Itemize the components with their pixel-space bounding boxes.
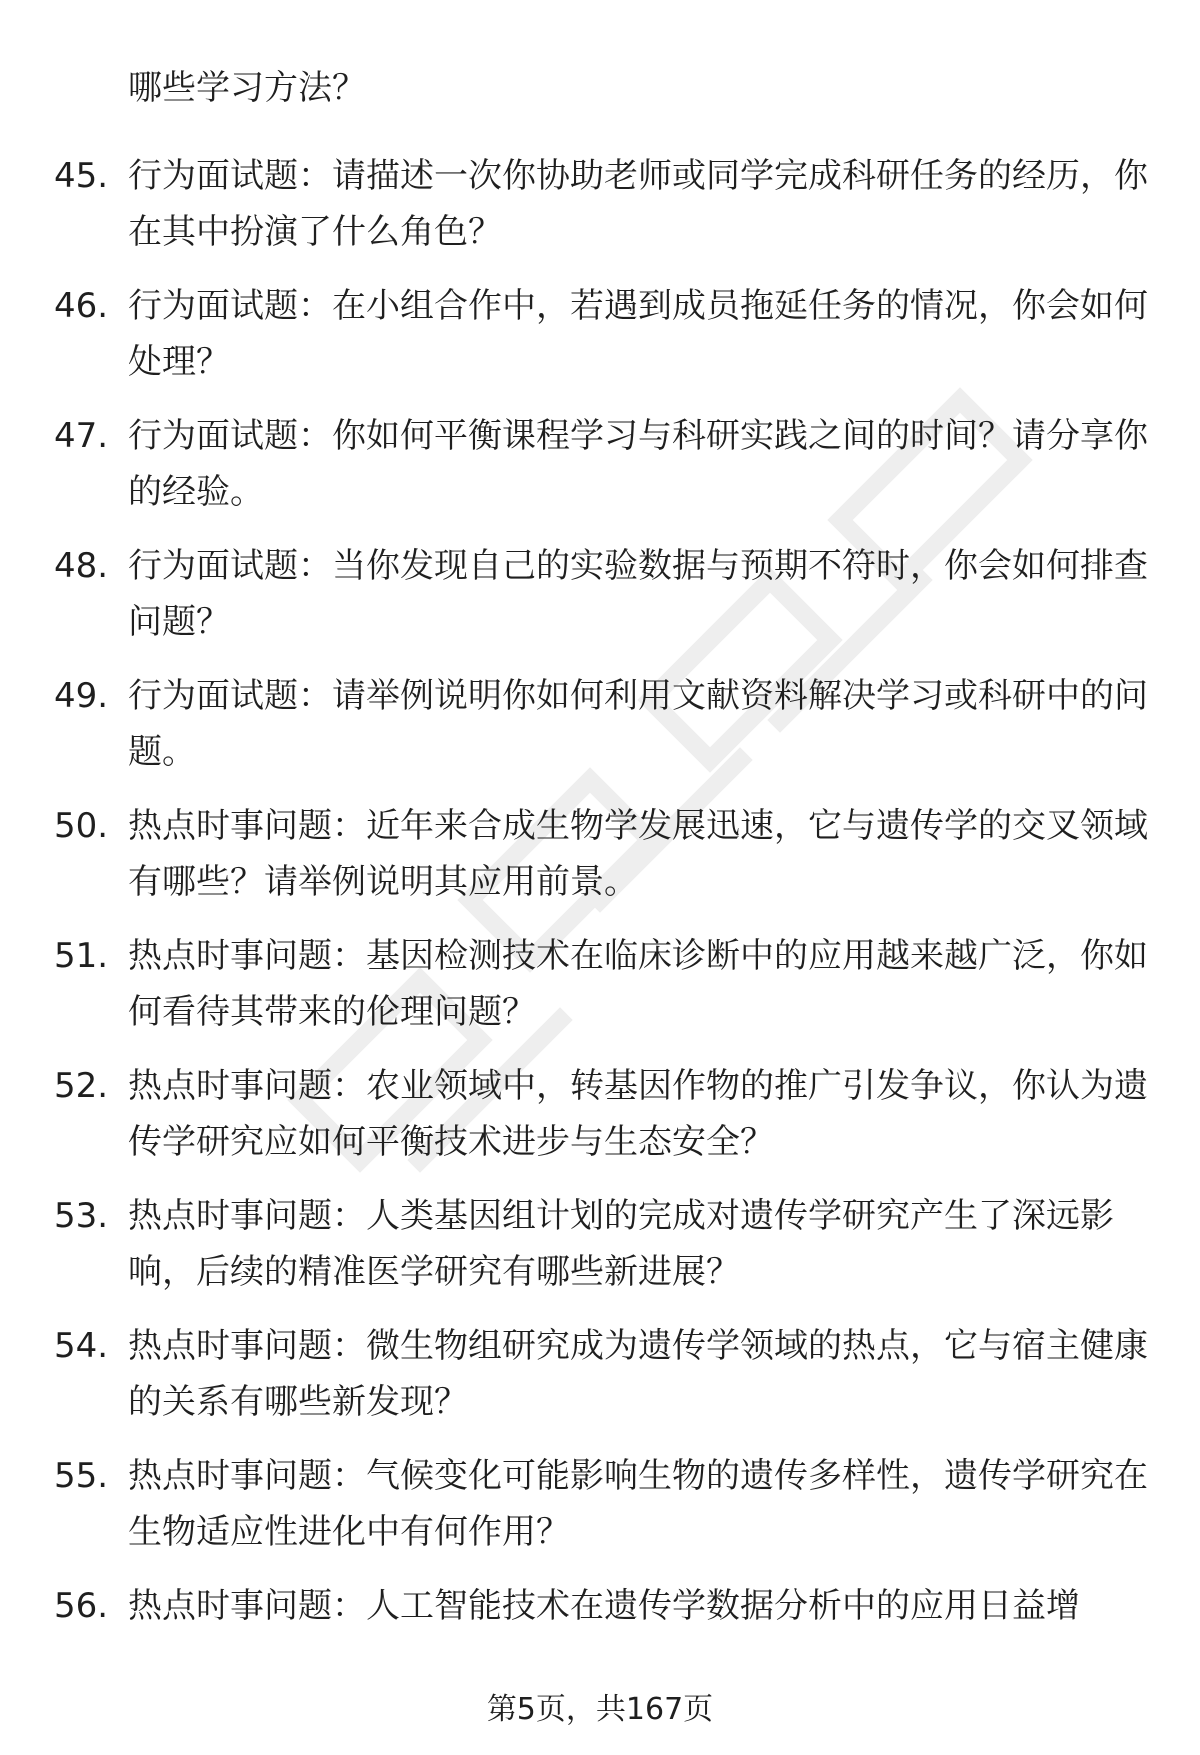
question-number: 52.	[54, 1066, 109, 1106]
question-item-56	[0, 1578, 1200, 1708]
question-text: 行为面试题：在小组合作中，若遇到成员拖延任务的情况，你会如何处理？	[128, 286, 1148, 382]
continuation-text: 哪些学习方法？	[128, 68, 366, 108]
question-number: 51.	[54, 936, 109, 976]
question-item-55	[0, 1448, 1200, 1578]
question-text: 热点时事问题：人工智能技术在遗传学数据分析中的应用日益增	[128, 1586, 1080, 1626]
question-text: 热点时事问题：人类基因组计划的完成对遗传学研究产生了深远影响，后续的精准医学研究有哪些新进展？	[128, 1196, 1114, 1292]
question-text: 热点时事问题：农业领域中，转基因作物的推广引发争议，你认为遗传学研究应如何平衡技术进步与生态安全？	[128, 1066, 1148, 1162]
question-item-49	[0, 668, 1200, 798]
question-number: 47.	[54, 416, 109, 456]
question-item-46	[0, 278, 1200, 408]
question-number: 45.	[54, 156, 109, 196]
question-text: 行为面试题：请举例说明你如何利用文献资料解决学习或科研中的问题。	[128, 676, 1148, 772]
question-item-47	[0, 408, 1200, 538]
question-text: 热点时事问题：微生物组研究成为遗传学领域的热点，它与宿主健康的关系有哪些新发现？	[128, 1326, 1148, 1422]
question-number: 50.	[54, 806, 109, 846]
question-number: 48.	[54, 546, 109, 586]
question-number: 46.	[54, 286, 109, 326]
question-text: 行为面试题：当你发现自己的实验数据与预期不符时，你会如何排查问题？	[128, 546, 1148, 642]
question-item-50	[0, 798, 1200, 928]
question-text: 行为面试题：请描述一次你协助老师或同学完成科研任务的经历，你在其中扮演了什么角色？	[128, 156, 1148, 252]
question-text: 行为面试题：你如何平衡课程学习与科研实践之间的时间？请分享你的经验。	[128, 416, 1148, 512]
question-item-51	[0, 928, 1200, 1058]
question-text: 热点时事问题：基因检测技术在临床诊断中的应用越来越广泛，你如何看待其带来的伦理问题？	[128, 936, 1148, 1032]
page-footer: 第5页，共167页	[486, 1692, 714, 1727]
question-text: 热点时事问题：气候变化可能影响生物的遗传多样性，遗传学研究在生物适应性进化中有何作用？	[128, 1456, 1148, 1552]
question-number: 56.	[54, 1586, 109, 1626]
question-item-53	[0, 1188, 1200, 1318]
question-item-48	[0, 538, 1200, 668]
question-number: 49.	[54, 676, 109, 716]
question-item-54	[0, 1318, 1200, 1448]
question-item-45	[0, 148, 1200, 278]
question-list	[0, 148, 1200, 1708]
question-number: 53.	[54, 1196, 109, 1236]
question-number: 54.	[54, 1326, 109, 1366]
question-number: 55.	[54, 1456, 109, 1496]
question-item-52	[0, 1058, 1200, 1188]
question-text: 热点时事问题：近年来合成生物学发展迅速，它与遗传学的交叉领域有哪些？请举例说明其应用前景。	[128, 806, 1148, 902]
